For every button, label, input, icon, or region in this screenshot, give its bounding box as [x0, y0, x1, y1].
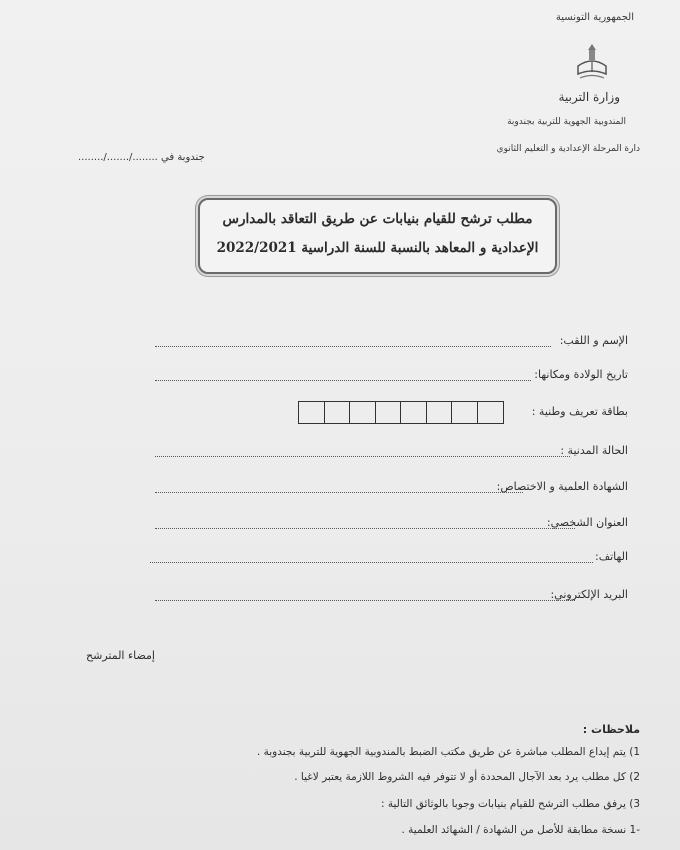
ministry-name: وزارة التربية — [558, 90, 620, 104]
label-id-card: بطاقة تعريف وطنية : — [531, 405, 628, 418]
dots-phone[interactable] — [150, 562, 593, 563]
id-box[interactable] — [452, 402, 478, 423]
dots-birth[interactable] — [155, 380, 531, 381]
id-box[interactable] — [325, 402, 351, 423]
label-address: العنوان الشخصي: — [546, 516, 628, 529]
note-item-3: 3) يرفق مطلب الترشح للقيام بنيابات وجوبا بالوثائق التالية : — [381, 798, 640, 810]
label-civil-status: الحالة المدنية : — [560, 444, 628, 457]
label-phone: الهاتف: — [595, 550, 628, 563]
id-box[interactable] — [350, 402, 376, 423]
label-email: البريد الإلكتروني: — [550, 588, 628, 601]
notes-title: ملاحظات : — [582, 723, 640, 736]
id-box[interactable] — [478, 402, 504, 423]
signature-label: إمضاء المترشح — [86, 649, 155, 662]
title-box — [198, 198, 557, 274]
id-card-boxes[interactable] — [298, 401, 504, 424]
id-box[interactable] — [427, 402, 453, 423]
note-item-2: 2) كل مطلب يرد بعد الآجال المحددة أو لا تتوفر فيه الشروط اللازمة يعتبر لاغيا . — [294, 771, 640, 783]
dots-civil-status[interactable] — [155, 456, 570, 457]
id-box[interactable] — [376, 402, 402, 423]
date-line: جندوبة في ......../......./........ — [78, 152, 205, 163]
dots-email[interactable] — [155, 600, 575, 601]
ministry-emblem-icon — [570, 40, 614, 90]
label-birth: تاريخ الولادة ومكانها: — [534, 368, 628, 381]
department-name: دارة المرحلة الإعدادية و التعليم الثانوي — [496, 144, 640, 154]
title-line-1: مطلب ترشح للقيام بنيابات عن طريق التعاقد بالمدارس — [222, 211, 533, 227]
id-box[interactable] — [299, 402, 325, 423]
id-box[interactable] — [401, 402, 427, 423]
dots-name[interactable] — [155, 346, 551, 347]
note-item-1: 1) يتم إيداع المطلب مباشرة عن طريق مكتب الضبط بالمندوبية الجهوية للتربية بجندوبة . — [256, 746, 640, 758]
dots-address[interactable] — [155, 528, 575, 529]
regional-office-name: المندوبية الجهوية للتربية بجندوبة — [507, 117, 626, 127]
label-name: الإسم و اللقب: — [559, 334, 628, 347]
note-item-4: -1 نسخة مطابقة للأصل من الشهادة / الشهائد العلمية . — [401, 824, 640, 836]
label-degree: الشهادة العلمية و الاختصاص: — [496, 480, 628, 493]
title-line-2: الإعدادية و المعاهد بالنسبة للسنة الدراسية 2022/2021 — [216, 240, 539, 256]
dots-degree[interactable] — [155, 492, 523, 493]
republic-label: الجمهورية التونسية — [555, 12, 634, 23]
